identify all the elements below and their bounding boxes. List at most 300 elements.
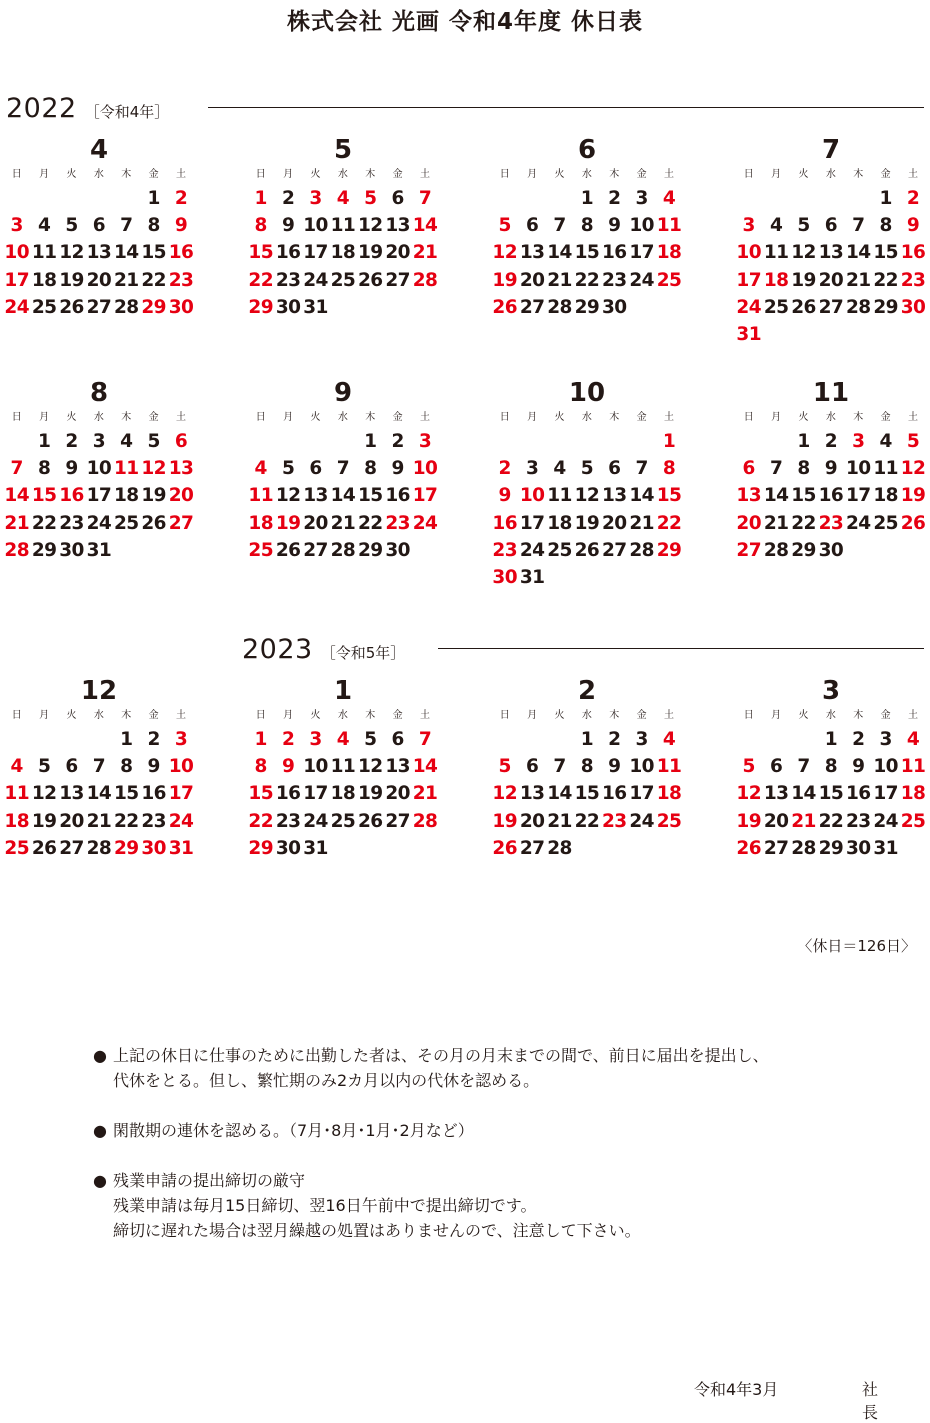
work-day: 9	[65, 458, 78, 480]
bullet-icon: ●	[93, 1121, 107, 1140]
month-name: 1	[333, 676, 353, 706]
month-calendar	[491, 135, 683, 321]
work-day: 16	[385, 485, 410, 507]
weekday-label: 火	[66, 710, 77, 721]
work-day: 10	[303, 756, 328, 778]
weekday-label: 土	[420, 169, 431, 180]
work-day: 9	[852, 756, 865, 778]
work-day: 26	[59, 296, 84, 318]
signatory-title: 社長	[862, 1380, 899, 1422]
work-day: 10	[845, 458, 871, 480]
empty-cell	[546, 726, 573, 753]
holiday-day: 18	[656, 783, 682, 805]
work-day: 21	[86, 810, 112, 832]
work-day: 4	[37, 215, 51, 237]
empty-cell	[735, 726, 762, 753]
work-day: 31	[519, 566, 545, 588]
work-day: 19	[357, 783, 383, 805]
work-day: 27	[59, 837, 84, 859]
holiday-day: 22	[248, 269, 273, 291]
holiday-day: 11	[113, 458, 139, 480]
work-day: 30	[845, 837, 871, 859]
weekday-label: 木	[121, 710, 132, 721]
work-day: 24	[86, 512, 112, 534]
work-day: 4	[553, 458, 566, 480]
weekday-label: 日	[255, 169, 266, 180]
work-day: 17	[629, 783, 654, 805]
holiday-day: 3	[309, 188, 322, 209]
work-day: 8	[797, 458, 810, 480]
work-day: 19	[59, 269, 84, 291]
empty-cell	[3, 428, 30, 455]
empty-cell	[113, 185, 140, 212]
holiday-day: 18	[248, 512, 273, 534]
holiday-total: 〈休日＝126日〉	[797, 937, 916, 955]
holiday-day: 15	[248, 783, 273, 805]
day-grid	[3, 165, 195, 321]
holiday-day: 12	[492, 783, 517, 805]
note-line: 閑散期の連休を認める。（7月･8月･1月･2月など）	[113, 1121, 474, 1140]
holiday-day: 19	[900, 485, 926, 507]
weekday-label: 月	[39, 412, 50, 423]
holiday-day: 31	[736, 323, 761, 345]
work-day: 13	[59, 783, 84, 805]
weekday-label: 土	[664, 169, 675, 180]
work-day: 28	[763, 539, 789, 561]
work-day: 18	[330, 783, 356, 805]
holiday-day: 7	[418, 188, 432, 209]
work-day: 29	[574, 296, 600, 318]
holiday-day: 21	[412, 242, 438, 264]
holiday-day: 17	[736, 269, 761, 291]
work-day: 7	[336, 458, 349, 480]
weekday-label: 日	[255, 710, 266, 721]
holiday-day: 9	[174, 215, 188, 237]
work-day: 8	[580, 756, 593, 778]
weekday-label: 金	[880, 412, 891, 423]
holiday-day: 12	[900, 458, 926, 480]
work-day: 17	[303, 242, 328, 264]
work-day: 15	[574, 242, 600, 264]
work-day: 3	[879, 729, 892, 750]
work-day: 17	[86, 485, 112, 507]
empty-cell	[85, 185, 112, 212]
holiday-day: 12	[141, 458, 166, 480]
holiday-day: 19	[492, 810, 517, 832]
holiday-day: 3	[174, 729, 188, 750]
work-day: 20	[519, 269, 545, 291]
holiday-day: 9	[498, 485, 511, 507]
holiday-day: 4	[10, 756, 23, 778]
work-day: 14	[86, 783, 112, 805]
work-day: 22	[574, 269, 600, 291]
holiday-day: 4	[906, 729, 920, 750]
weekday-label: 木	[609, 412, 620, 423]
work-day: 13	[818, 242, 844, 264]
holiday-day: 30	[900, 296, 926, 318]
work-day: 25	[330, 810, 356, 832]
work-day: 22	[873, 269, 898, 291]
year-divider-2022	[208, 92, 924, 122]
work-day: 10	[629, 215, 654, 237]
holiday-day: 14	[412, 215, 438, 237]
month-name: 2	[577, 676, 597, 706]
work-day: 14	[791, 783, 816, 805]
work-day: 25	[31, 296, 57, 318]
work-day: 18	[547, 512, 572, 534]
work-day: 27	[763, 837, 789, 859]
month-name: 6	[577, 135, 597, 165]
work-day: 21	[629, 512, 654, 534]
work-day: 17	[629, 242, 654, 264]
holiday-day: 20	[168, 485, 194, 507]
weekday-label: 火	[554, 412, 565, 423]
work-day: 8	[824, 756, 837, 778]
work-day: 10	[303, 215, 328, 237]
work-day: 26	[275, 539, 301, 561]
work-day: 13	[385, 215, 410, 237]
day-grid	[247, 706, 439, 862]
holiday-day: 17	[4, 269, 29, 291]
weekday-label: 水	[581, 412, 592, 423]
page-title: 株式会社 光画 令和4年度 休日表	[286, 9, 644, 35]
month-name: 8	[89, 378, 109, 408]
weekday-label: 月	[39, 169, 50, 180]
weekday-label: 水	[337, 169, 348, 180]
holiday-day: 11	[900, 756, 926, 778]
holiday-day: 13	[736, 485, 761, 507]
work-day: 26	[357, 269, 383, 291]
work-day: 24	[303, 269, 328, 291]
work-day: 30	[275, 837, 301, 859]
work-day: 16	[601, 783, 627, 805]
empty-cell	[845, 185, 872, 212]
holiday-day: 3	[742, 215, 755, 237]
holiday-day: 29	[248, 837, 273, 859]
holiday-day: 10	[168, 756, 194, 778]
work-day: 8	[364, 458, 377, 480]
holiday-day: 7	[418, 729, 432, 750]
year-label: 2022	[6, 93, 77, 124]
month-name: 12	[80, 676, 118, 706]
empty-cell	[518, 726, 545, 753]
note-item	[93, 1168, 769, 1243]
work-day: 19	[574, 512, 600, 534]
holiday-day: 9	[906, 215, 920, 237]
holiday-day: 27	[736, 539, 761, 561]
work-day: 16	[141, 783, 166, 805]
work-day: 18	[330, 242, 356, 264]
work-day: 27	[86, 296, 112, 318]
work-day: 12	[357, 215, 383, 237]
empty-cell	[329, 428, 356, 455]
work-day: 5	[580, 458, 593, 480]
work-day: 7	[852, 215, 865, 237]
work-day: 6	[608, 458, 621, 480]
weekday-label: 金	[148, 169, 159, 180]
work-day: 25	[547, 539, 572, 561]
weekday-label: 金	[880, 169, 891, 180]
holiday-day: 30	[492, 566, 517, 588]
work-day: 28	[86, 837, 112, 859]
year-header-2023	[242, 633, 405, 663]
empty-cell	[30, 726, 57, 753]
bullet-icon: ●	[93, 1046, 107, 1065]
work-day: 15	[873, 242, 898, 264]
holiday-day: 10	[4, 242, 29, 264]
empty-cell	[491, 726, 518, 753]
holiday-day: 4	[336, 188, 349, 209]
month-name: 3	[821, 676, 841, 706]
holiday-day: 10	[519, 485, 545, 507]
note-line: 締切に遅れた場合は翌月繰越の処置はありませんので、注意して下さい。	[113, 1221, 641, 1240]
work-day: 8	[879, 215, 892, 237]
weekday-label: 土	[908, 169, 919, 180]
work-day: 13	[86, 242, 112, 264]
holiday-day: 28	[4, 539, 29, 561]
work-day: 2	[608, 729, 621, 750]
work-day: 29	[31, 539, 57, 561]
work-day: 23	[141, 810, 166, 832]
work-day: 28	[547, 837, 572, 859]
issue-date: 令和4年3月	[694, 1380, 779, 1399]
work-day: 28	[791, 837, 816, 859]
holiday-day: 24	[412, 512, 438, 534]
work-day: 17	[873, 783, 898, 805]
month-calendar	[3, 378, 195, 564]
holiday-day: 1	[662, 431, 676, 452]
empty-cell	[573, 428, 600, 455]
work-day: 30	[59, 539, 84, 561]
empty-cell	[3, 726, 30, 753]
work-day: 5	[281, 458, 295, 480]
weekday-label: 土	[664, 710, 675, 721]
empty-cell	[30, 185, 57, 212]
work-day: 6	[525, 756, 539, 778]
work-day: 23	[275, 810, 301, 832]
work-day: 6	[92, 215, 105, 237]
work-day: 3	[92, 431, 105, 452]
work-day: 12	[574, 485, 600, 507]
work-day: 28	[547, 296, 572, 318]
notes-section	[93, 1043, 769, 1268]
holiday-day: 25	[900, 810, 926, 832]
weekday-label: 土	[176, 169, 187, 180]
weekday-label: 日	[11, 412, 22, 423]
holiday-day: 25	[4, 837, 29, 859]
holiday-day: 10	[736, 242, 761, 264]
weekday-label: 木	[365, 412, 376, 423]
note-line: 残業申請は毎月15日締切、翌16日午前中で提出締切です。	[113, 1196, 537, 1215]
weekday-label: 火	[798, 169, 809, 180]
work-day: 2	[852, 729, 865, 750]
weekday-label: 日	[499, 412, 510, 423]
work-day: 14	[547, 242, 572, 264]
work-day: 13	[303, 485, 328, 507]
holiday-day: 14	[412, 756, 438, 778]
work-day: 31	[86, 539, 112, 561]
holiday-day: 28	[412, 269, 438, 291]
work-day: 1	[37, 431, 51, 452]
work-day: 12	[791, 242, 816, 264]
work-day: 5	[797, 215, 810, 237]
holiday-day: 15	[248, 242, 273, 264]
holiday-day: 8	[254, 756, 267, 778]
holiday-day: 12	[736, 783, 761, 805]
work-day: 22	[113, 810, 139, 832]
day-grid	[735, 706, 927, 862]
day-grid	[491, 408, 683, 591]
weekday-label: 木	[853, 710, 864, 721]
work-day: 3	[635, 188, 648, 209]
month-calendar	[491, 676, 683, 862]
work-day: 21	[763, 512, 789, 534]
empty-cell	[762, 726, 789, 753]
month-calendar	[491, 378, 683, 591]
holiday-day: 21	[791, 810, 816, 832]
holiday-day: 4	[662, 188, 676, 209]
holiday-day: 5	[364, 188, 377, 209]
weekday-label: 月	[527, 412, 538, 423]
day-grid	[3, 706, 195, 862]
note-item	[93, 1043, 769, 1093]
work-day: 14	[763, 485, 789, 507]
work-day: 27	[818, 296, 844, 318]
work-day: 10	[629, 756, 654, 778]
work-day: 15	[113, 783, 139, 805]
work-day: 13	[763, 783, 789, 805]
empty-cell	[3, 185, 30, 212]
work-day: 21	[330, 512, 356, 534]
work-day: 17	[519, 512, 545, 534]
empty-cell	[628, 428, 655, 455]
holiday-day: 24	[4, 296, 29, 318]
work-day: 20	[385, 783, 410, 805]
work-day: 1	[147, 188, 160, 209]
holiday-day: 25	[656, 810, 682, 832]
holiday-day: 2	[498, 458, 511, 480]
month-calendar	[735, 378, 927, 564]
work-day: 26	[791, 296, 816, 318]
holiday-day: 5	[742, 756, 755, 778]
holiday-day: 4	[662, 729, 676, 750]
era-label: ［令和5年］	[320, 644, 406, 662]
day-grid	[3, 408, 195, 564]
weekday-label: 日	[743, 710, 754, 721]
work-day: 25	[763, 296, 789, 318]
work-day: 7	[553, 756, 566, 778]
work-day: 9	[281, 215, 295, 237]
empty-cell	[735, 428, 762, 455]
work-day: 9	[608, 215, 621, 237]
holiday-day: 1	[254, 188, 267, 209]
holiday-day: 29	[113, 837, 139, 859]
work-day: 11	[330, 756, 356, 778]
empty-cell	[491, 185, 518, 212]
work-day: 13	[601, 485, 627, 507]
holiday-day: 16	[168, 242, 194, 264]
work-day: 30	[601, 296, 627, 318]
work-day: 31	[303, 837, 328, 859]
holiday-day: 14	[4, 485, 29, 507]
year-label: 2023	[242, 634, 313, 665]
work-day: 20	[86, 269, 112, 291]
holiday-day: 26	[736, 837, 761, 859]
work-day: 9	[391, 458, 404, 480]
empty-cell	[601, 428, 628, 455]
weekday-label: 日	[499, 169, 510, 180]
holiday-day: 31	[168, 837, 194, 859]
work-day: 27	[519, 837, 545, 859]
work-day: 7	[92, 756, 105, 778]
holiday-day: 3	[10, 215, 23, 237]
empty-cell	[790, 726, 817, 753]
weekday-label: 土	[176, 710, 187, 721]
work-day: 11	[330, 215, 356, 237]
work-day: 31	[303, 296, 328, 318]
weekday-label: 水	[93, 412, 104, 423]
work-day: 22	[357, 512, 383, 534]
month-calendar	[3, 676, 195, 862]
empty-cell	[302, 428, 329, 455]
month-name: 9	[333, 378, 353, 408]
work-day: 24	[303, 810, 328, 832]
weekday-label: 金	[392, 412, 403, 423]
empty-cell	[546, 428, 573, 455]
work-day: 15	[574, 783, 600, 805]
weekday-label: 火	[798, 710, 809, 721]
empty-cell	[546, 185, 573, 212]
work-day: 21	[845, 269, 871, 291]
holiday-day: 22	[656, 512, 682, 534]
work-day: 6	[769, 756, 783, 778]
holiday-day: 16	[492, 512, 517, 534]
month-calendar	[3, 135, 195, 321]
month-calendar	[247, 676, 439, 862]
work-day: 8	[147, 215, 160, 237]
work-day: 22	[31, 512, 57, 534]
work-day: 28	[113, 296, 139, 318]
holiday-day: 21	[412, 783, 438, 805]
empty-cell	[274, 428, 301, 455]
holiday-day: 22	[248, 810, 273, 832]
work-day: 26	[31, 837, 57, 859]
holiday-day: 16	[59, 485, 84, 507]
day-grid	[247, 165, 439, 321]
work-day: 4	[120, 431, 133, 452]
work-day: 12	[31, 783, 57, 805]
work-day: 6	[391, 729, 404, 750]
weekday-label: 月	[771, 412, 782, 423]
work-day: 26	[141, 512, 166, 534]
holiday-day: 18	[900, 783, 926, 805]
month-name: 4	[89, 135, 109, 165]
holiday-day: 23	[900, 269, 926, 291]
holiday-day: 20	[736, 512, 761, 534]
work-day: 12	[59, 242, 84, 264]
work-day: 25	[330, 269, 356, 291]
work-day: 23	[845, 810, 871, 832]
work-day: 5	[364, 729, 377, 750]
work-day: 28	[330, 539, 356, 561]
weekday-label: 木	[853, 169, 864, 180]
day-grid	[247, 408, 439, 564]
holiday-day: 19	[736, 810, 761, 832]
weekday-label: 日	[499, 710, 510, 721]
weekday-label: 木	[121, 412, 132, 423]
weekday-label: 火	[66, 169, 77, 180]
day-grid	[491, 706, 683, 862]
